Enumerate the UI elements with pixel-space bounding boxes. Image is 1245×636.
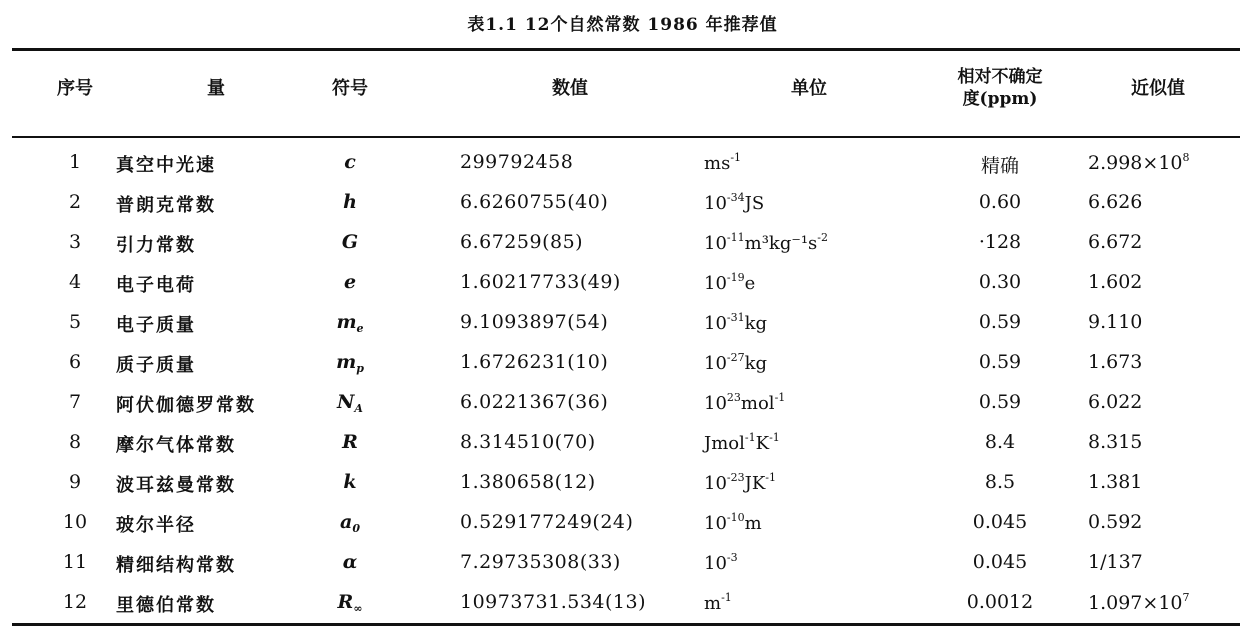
approx-base: 9.110 (1088, 311, 1143, 333)
row-number: 4 (68, 271, 82, 293)
header-uncertainty-line1: 相对不确定 (957, 67, 1043, 87)
header-value: 数值 (552, 78, 588, 99)
relative-uncertainty: 0.59 (978, 391, 1022, 413)
relative-uncertainty: 0.045 (972, 551, 1028, 573)
header-uncertainty (920, 66, 1080, 110)
symbol (310, 191, 390, 213)
row-number: 6 (68, 351, 82, 373)
relative-uncertainty: 8.4 (984, 431, 1016, 453)
symbol-subscript: 0 (352, 522, 360, 535)
unit-exponent: -31 (726, 311, 745, 324)
unit (704, 351, 914, 374)
unit-tail: JS (744, 193, 765, 214)
unit-base: 10 (704, 473, 727, 494)
quantity-name: 电子电荷 (116, 275, 196, 296)
unit-base: 10 (704, 193, 727, 214)
table-row (12, 303, 1240, 343)
symbol-main: a (340, 511, 353, 533)
symbol (310, 151, 390, 173)
quantity-name: 阿伏伽德罗常数 (116, 395, 256, 416)
row-number: 9 (68, 471, 82, 493)
unit-tail: mol (740, 393, 775, 414)
approximate-value (1088, 511, 1238, 533)
table-row (12, 543, 1240, 583)
quantity-name: 引力常数 (116, 235, 196, 256)
quantity-name: 质子质量 (116, 355, 196, 376)
row-number: 11 (62, 551, 88, 573)
quantity-name: 里德伯常数 (116, 595, 216, 616)
approx-base: 1/137 (1088, 551, 1143, 573)
unit-tail: kg (744, 353, 768, 374)
unit-exponent-2: -1 (774, 391, 786, 404)
symbol (310, 231, 390, 253)
unit-exponent: -27 (726, 351, 745, 364)
unit-base: Jmol (704, 433, 745, 454)
unit-base: 10 (704, 553, 727, 574)
symbol (310, 591, 390, 615)
symbol-subscript: A (354, 402, 363, 415)
approximate-value (1088, 271, 1238, 293)
symbol (310, 271, 390, 293)
symbol-subscript: p (356, 362, 364, 375)
unit-exponent-2: -1 (769, 431, 780, 444)
approximate-value (1088, 431, 1238, 453)
quantity-name: 真空中光速 (116, 155, 216, 176)
unit-exponent: -19 (726, 271, 745, 284)
symbol-main: N (337, 391, 355, 413)
approx-base: 6.672 (1088, 231, 1143, 253)
unit-base: m (704, 593, 722, 614)
symbol-main: h (343, 191, 357, 213)
approximate-value (1088, 311, 1238, 333)
table-caption: 表1.1 12个自然常数 1986 年推荐值 (467, 15, 778, 35)
symbol (310, 351, 390, 375)
approx-base: 8.315 (1088, 431, 1143, 453)
symbol-main: R (337, 591, 354, 613)
header-rule (12, 136, 1240, 138)
table-row (12, 183, 1240, 223)
unit (704, 591, 914, 614)
unit (704, 191, 914, 214)
approximate-value (1088, 551, 1238, 573)
unit-tail: JK (744, 473, 766, 494)
relative-uncertainty: 0.59 (978, 311, 1022, 333)
table-row (12, 463, 1240, 503)
approx-base: 6.022 (1088, 391, 1143, 413)
approximate-value (1088, 591, 1238, 614)
unit-base: 10 (704, 513, 727, 534)
approx-base: 1.381 (1088, 471, 1143, 493)
quantity-name: 精细结构常数 (116, 555, 236, 576)
unit (704, 431, 914, 454)
numeric-value: 1.6726231(10) (460, 351, 609, 373)
numeric-value: 9.1093897(54) (460, 311, 609, 333)
row-number: 10 (62, 511, 88, 533)
header-unit: 单位 (791, 78, 827, 99)
relative-uncertainty: 0.045 (972, 511, 1028, 533)
unit-base: 10 (704, 273, 727, 294)
unit-exponent: -10 (726, 511, 745, 524)
symbol-main: G (341, 231, 359, 253)
table-row (12, 223, 1240, 263)
row-number: 1 (68, 151, 82, 173)
unit (704, 311, 914, 334)
approx-exponent: 7 (1182, 591, 1190, 604)
unit (704, 551, 914, 574)
row-number: 2 (68, 191, 82, 213)
approx-exponent: 8 (1182, 151, 1190, 164)
quantity-name: 电子质量 (116, 315, 196, 336)
numeric-value: 6.6260755(40) (460, 191, 609, 213)
unit-exponent: -23 (726, 471, 745, 484)
unit-exponent: -11 (726, 231, 745, 244)
unit-tail: kg (744, 313, 768, 334)
approx-base: 1.602 (1088, 271, 1143, 293)
quantity-name: 摩尔气体常数 (116, 435, 236, 456)
symbol-main: α (342, 551, 358, 573)
header-no: 序号 (57, 78, 93, 99)
unit-exponent: -1 (730, 151, 742, 164)
table-row (12, 343, 1240, 383)
unit-tail: e (744, 273, 756, 294)
top-rule (12, 48, 1240, 51)
unit-base: ms (704, 153, 731, 174)
relative-uncertainty: 0.0012 (966, 591, 1034, 613)
row-number: 12 (62, 591, 88, 613)
table-row (12, 583, 1240, 623)
approx-base: 1.673 (1088, 351, 1143, 373)
table-row (12, 503, 1240, 543)
table-row (12, 423, 1240, 463)
unit-base: 10 (704, 393, 727, 414)
approximate-value (1088, 231, 1238, 253)
unit (704, 151, 914, 174)
approximate-value (1088, 351, 1238, 373)
symbol (310, 471, 390, 493)
numeric-value: 10973731.534(13) (460, 591, 647, 613)
row-number: 3 (68, 231, 82, 253)
symbol-main: m (336, 311, 357, 333)
relative-uncertainty: 0.59 (978, 351, 1022, 373)
symbol (310, 391, 390, 415)
symbol-main: R (342, 431, 358, 453)
symbol (310, 551, 390, 573)
unit-exponent: -3 (726, 551, 738, 564)
approximate-value (1088, 471, 1238, 493)
row-number: 7 (68, 391, 82, 413)
symbol-subscript: ∞ (353, 602, 363, 615)
unit-exponent: 23 (726, 391, 741, 404)
numeric-value: 1.380658(12) (460, 471, 596, 493)
table-row (12, 263, 1240, 303)
quantity-name: 玻尔半径 (116, 515, 196, 536)
unit-base: 10 (704, 353, 727, 374)
approx-base: 1.097×10 (1088, 592, 1183, 614)
relative-uncertainty: 8.5 (984, 471, 1016, 493)
unit-tail: m³kg⁻¹s (744, 233, 818, 254)
numeric-value: 0.529177249(24) (460, 511, 634, 533)
unit (704, 471, 914, 494)
numeric-value: 299792458 (460, 151, 574, 173)
header-symbol: 符号 (332, 78, 368, 99)
symbol-main: m (336, 351, 357, 373)
table-row (12, 143, 1240, 183)
approximate-value (1088, 191, 1238, 213)
unit-base: 10 (704, 313, 727, 334)
approximate-value (1088, 151, 1238, 174)
unit (704, 231, 914, 254)
symbol-main: c (344, 151, 356, 173)
symbol-main: k (343, 471, 357, 493)
unit-exponent: -34 (726, 191, 745, 204)
unit-exponent-2: -2 (817, 231, 829, 244)
unit-exponent: -1 (721, 591, 732, 604)
numeric-value: 8.314510(70) (460, 431, 596, 453)
unit-base: 10 (704, 233, 727, 254)
numeric-value: 7.29735308(33) (460, 551, 621, 573)
relative-uncertainty: 0.60 (978, 191, 1022, 213)
unit (704, 271, 914, 294)
quantity-name: 波耳兹曼常数 (116, 475, 236, 496)
relative-uncertainty: 精确 (980, 155, 1019, 177)
unit-exponent-2: -1 (765, 471, 777, 484)
unit (704, 511, 914, 534)
symbol (310, 431, 390, 453)
relative-uncertainty: ·128 (978, 231, 1022, 253)
row-number: 5 (68, 311, 82, 333)
relative-uncertainty: 0.30 (978, 271, 1022, 293)
header-approx: 近似值 (1131, 78, 1185, 99)
numeric-value: 6.67259(85) (460, 231, 584, 253)
bottom-rule (12, 623, 1240, 626)
table-row (12, 383, 1240, 423)
unit (704, 391, 914, 414)
symbol (310, 511, 390, 535)
approx-base: 0.592 (1088, 511, 1143, 533)
numeric-value: 1.60217733(49) (460, 271, 621, 293)
approx-base: 2.998×10 (1088, 152, 1183, 174)
unit-exponent: -1 (744, 431, 756, 444)
numeric-value: 6.0221367(36) (460, 391, 609, 413)
table-header (12, 60, 1240, 134)
header-uncertainty-line2: 度(ppm) (962, 89, 1038, 109)
quantity-name: 普朗克常数 (116, 195, 216, 216)
approx-base: 6.626 (1088, 191, 1143, 213)
symbol-main: e (343, 271, 357, 293)
unit-tail: m (744, 513, 762, 534)
row-number: 8 (68, 431, 82, 453)
approximate-value (1088, 391, 1238, 413)
symbol-subscript: e (356, 322, 364, 335)
symbol (310, 311, 390, 335)
header-quantity: 量 (207, 78, 225, 99)
unit-tail: K (755, 433, 770, 454)
